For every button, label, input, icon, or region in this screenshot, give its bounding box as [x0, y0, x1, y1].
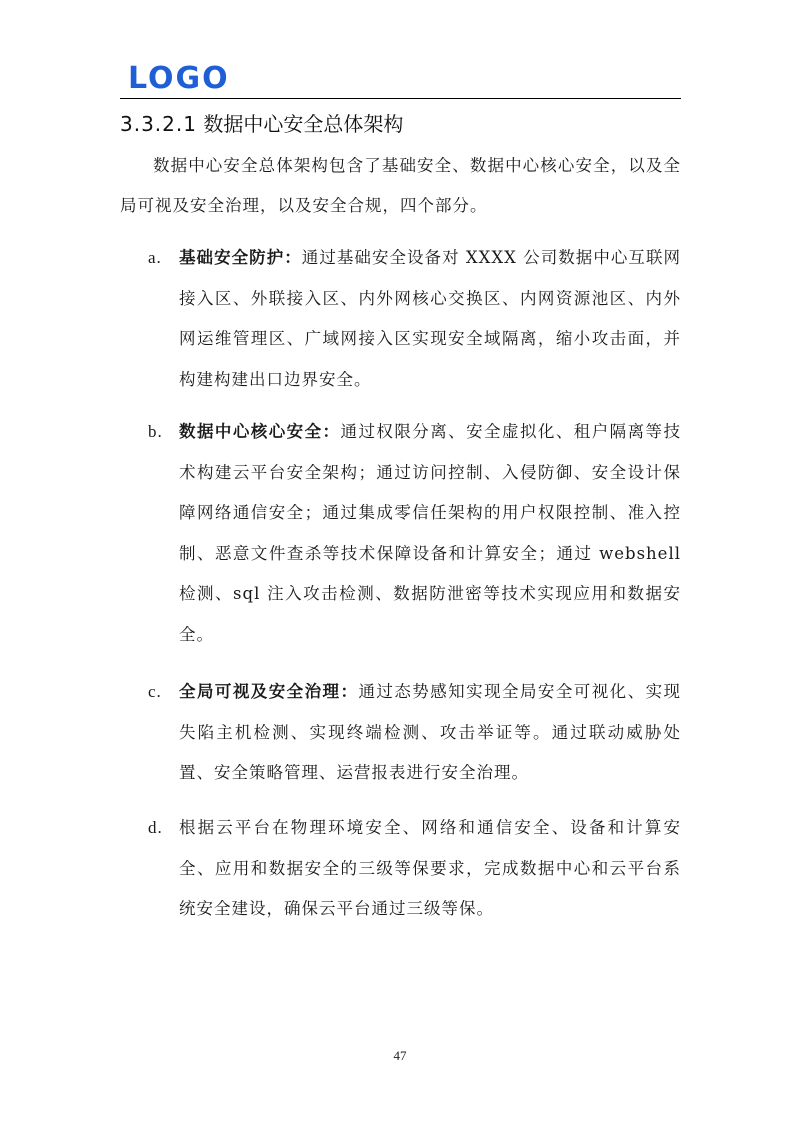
- section-heading: [120, 111, 403, 137]
- list-item-heading: 全局可视及安全治理：: [179, 682, 359, 701]
- intro-paragraph: 数据中心安全总体架构包含了基础安全、数据中心核心安全，以及全局可视及安全治理，以及安全合规，四个部分。: [120, 156, 681, 215]
- list-item-heading: 基础安全防护：: [179, 248, 302, 267]
- list-item-c: [148, 672, 681, 794]
- list-marker: b.: [148, 422, 163, 441]
- header-rule: [120, 98, 681, 99]
- list-item-body: [179, 672, 681, 794]
- list-marker: a.: [148, 248, 162, 267]
- list-item-text: 根据云平台在物理环境安全、网络和通信安全、设备和计算安全、应用和数据安全的三级等保要求，完成数据中心和云平台系统安全建设，确保云平台通过三级等保。: [179, 818, 681, 918]
- section-number: 3.3.2.1: [120, 112, 197, 136]
- list-item-a: [148, 238, 681, 400]
- list-item-body: [179, 238, 681, 400]
- list-marker: d.: [148, 818, 163, 837]
- list-item-text: 通过权限分离、安全虚拟化、租户隔离等技术构建云平台安全架构；通过访问控制、入侵防御、安全设计保障网络通信安全；通过集成零信任架构的用户权限控制、准入控制、恶意文件查杀等技术保障设备和计算安全；通过 webshell 检测、sql 注入攻击检测、数据防泄密等技术实现应用和数据安全。: [179, 422, 681, 644]
- list-item-body: [179, 412, 681, 655]
- list-item-heading: 数据中心核心安全：: [179, 422, 341, 441]
- list-item-text: 通过基础安全设备对 XXXX 公司数据中心互联网接入区、外联接入区、内外网核心交换区、内网资源池区、内外网运维管理区、广域网接入区实现安全域隔离，缩小攻击面，并构建构建出口边界安全。: [179, 248, 681, 389]
- list-item-text: 通过态势感知实现全局安全可视化、实现失陷主机检测、实现终端检测、攻击举证等。通过联动威胁处置、安全策略管理、运营报表进行安全治理。: [179, 682, 682, 782]
- list-item-body: [179, 808, 681, 930]
- list-item-b: [148, 412, 681, 655]
- list-marker: c.: [148, 682, 162, 701]
- page-number: 47: [393, 1048, 407, 1063]
- list-item-d: [148, 808, 681, 930]
- header-logo: LOGO: [128, 61, 230, 96]
- section-title: 数据中心安全总体架构: [203, 112, 404, 136]
